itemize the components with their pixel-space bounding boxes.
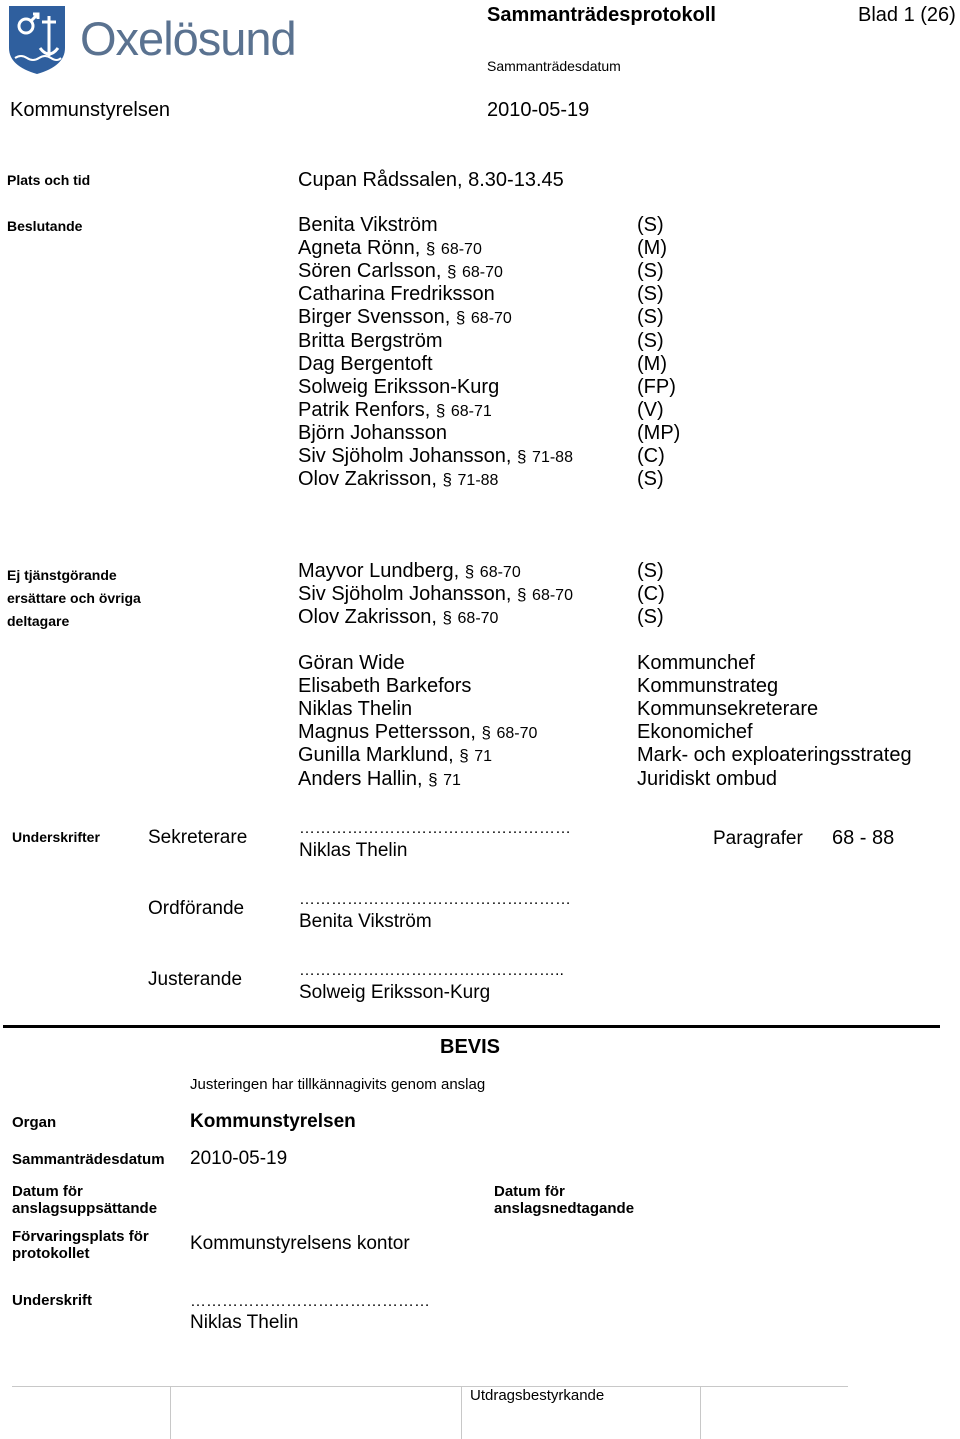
party-affiliation: (S) (637, 606, 664, 629)
signature-line: ……………………………………… (190, 1293, 430, 1310)
footer-label: Utdragsbestyrkande (470, 1387, 605, 1404)
person-name (298, 583, 573, 607)
signatory-role: Ordförande (148, 898, 245, 919)
party-affiliation: (M) (637, 352, 667, 375)
signature-name: Niklas Thelin (190, 1312, 299, 1333)
storage-label-line: Förvaringsplats för (12, 1228, 149, 1245)
person-name-text: Catharina Fredriksson (298, 283, 495, 306)
committee-name: Kommunstyrelsen (10, 99, 171, 121)
party-affiliation: (S) (637, 306, 664, 329)
paragraph-sign: § (442, 608, 452, 628)
signatory-name: Benita Vikström (299, 911, 432, 932)
organ-label: Organ (12, 1114, 57, 1131)
party-affiliation: (M) (637, 237, 667, 260)
person-name (298, 214, 438, 237)
person-name-text: Gunilla Marklund, (298, 744, 454, 767)
place-time-label: Plats och tid (7, 172, 91, 188)
paragraph-range: 68-70 (532, 587, 573, 605)
logo-wordmark: Oxelösund (80, 12, 296, 65)
party-affiliation: (C) (637, 583, 665, 606)
signature-dotted-line: …………………………………………… (299, 820, 571, 837)
paragraph-range: 68-70 (457, 610, 499, 628)
removal-date-label-line: anslagsnedtagande (494, 1200, 635, 1217)
paragraph-range: 68-71 (450, 402, 492, 420)
others-label-line: Ej tjänstgörande (7, 567, 117, 583)
party-affiliation: (S) (637, 260, 664, 283)
person-name (298, 306, 512, 330)
paragraph-range: 68-70 (440, 241, 482, 259)
person-name (298, 283, 495, 306)
party-affiliation: (S) (637, 468, 664, 491)
person-name (298, 468, 498, 492)
others-label-line: deltagare (7, 613, 70, 629)
person-name-text: Göran Wide (298, 652, 405, 674)
bevis-date-label: Sammanträdesdatum (12, 1151, 165, 1168)
person-role: Ekonomichef (637, 721, 753, 744)
person-name (298, 237, 482, 261)
person-name (298, 768, 461, 792)
paragraph-range: 68-70 (470, 310, 512, 328)
person-name-text: Agneta Rönn, (298, 237, 421, 260)
person-name (298, 560, 521, 584)
posting-date-label-line: Datum för (12, 1183, 83, 1200)
signature-dotted-line: …………………………………………… (299, 891, 571, 908)
person-role: Juridiskt ombud (637, 767, 778, 790)
person-name-text: Siv Sjöholm Johansson, (298, 583, 512, 606)
signature-dotted-line: ………………………………………….. (299, 962, 564, 979)
posting-date-label (12, 1183, 157, 1217)
bevis-subtitle: Justeringen har tillkännagivits genom anslag (190, 1076, 486, 1093)
person-role: Kommunchef (637, 652, 755, 674)
decision-makers-label: Beslutande (7, 218, 83, 234)
person-name-text: Benita Vikström (298, 214, 438, 236)
paragraph-sign: § (435, 400, 446, 420)
person-name-text: Elisabeth Barkefors (298, 675, 472, 698)
removal-date-label (494, 1183, 634, 1217)
paragraphs-value: 68 - 88 (832, 827, 895, 849)
person-name (298, 606, 498, 630)
person-name-text: Anders Hallin, (298, 767, 423, 790)
paragraph-range: 71-88 (532, 449, 573, 466)
paragraph-sign: § (459, 746, 469, 766)
person-name (298, 698, 412, 721)
person-name-text: Patrik Renfors, (298, 398, 431, 421)
party-affiliation: (C) (637, 445, 665, 467)
paragraph-sign: § (446, 262, 457, 282)
bevis-title: BEVIS (440, 1036, 501, 1058)
person-name (298, 721, 537, 745)
person-name-text: Solweig Eriksson-Kurg (298, 375, 500, 398)
paragraph-sign: § (455, 308, 466, 328)
person-name-text: Björn Johansson (298, 421, 447, 444)
person-name (298, 445, 573, 469)
paragraph-sign: § (464, 562, 475, 581)
paragraph-sign: § (425, 239, 436, 259)
others-label (7, 564, 141, 633)
date-caption: Sammanträdesdatum (487, 58, 621, 74)
paragraph-range: 68-70 (462, 264, 503, 282)
party-affiliation: (V) (637, 398, 664, 421)
person-name (298, 744, 492, 768)
person-name (298, 422, 447, 445)
person-name-text: Britta Bergström (298, 329, 443, 352)
storage-label (12, 1228, 149, 1262)
coat-of-arms-icon (7, 4, 67, 76)
paragraphs-label: Paragrafer (713, 828, 803, 849)
paragraph-sign: § (517, 585, 527, 605)
party-affiliation: (S) (637, 214, 664, 236)
person-name-text: Siv Sjöholm Johansson, (298, 445, 512, 467)
person-name-text: Birger Svensson, (298, 306, 451, 329)
person-role: Kommunstrateg (637, 675, 779, 698)
signature-label: Underskrift (12, 1292, 93, 1309)
place-time-value: Cupan Rådssalen, 8.30-13.45 (298, 169, 564, 191)
meeting-date: 2010-05-19 (487, 99, 590, 121)
paragraph-sign: § (428, 769, 438, 789)
footer-cell-divider (461, 1387, 462, 1439)
posting-date-label-line: anslagsuppsättande (12, 1200, 158, 1217)
person-role: Kommunsekreterare (637, 698, 819, 721)
document-title: Sammanträdesprotokoll (487, 4, 716, 26)
paragraph-sign: § (481, 723, 491, 743)
person-name-text: Mayvor Lundberg, (298, 560, 460, 582)
person-name-text: Sören Carlsson, (298, 260, 442, 283)
paragraph-range: 71-88 (457, 472, 499, 490)
party-affiliation: (S) (637, 283, 664, 306)
signatory-name: Solweig Eriksson-Kurg (299, 982, 491, 1003)
paragraph-range: 68-70 (496, 725, 538, 743)
person-name (298, 330, 442, 353)
signatory-role: Sekreterare (148, 827, 248, 848)
paragraph-range: 71 (443, 771, 461, 789)
person-name-text: Magnus Pettersson, (298, 721, 476, 744)
person-name (298, 399, 492, 423)
person-name (298, 353, 433, 376)
organ-value: Kommunstyrelsen (190, 1111, 356, 1132)
paragraph-range: 71 (474, 748, 493, 766)
person-name (298, 376, 499, 399)
bevis-date-value: 2010-05-19 (190, 1148, 288, 1169)
paragraph-sign: § (517, 447, 527, 466)
storage-label-line: protokollet (12, 1245, 90, 1262)
footer-cell-divider (700, 1387, 701, 1439)
person-name-text: Niklas Thelin (298, 698, 413, 721)
paragraph-sign: § (442, 470, 452, 490)
person-name-text: Olov Zakrisson, (298, 468, 437, 491)
signatures-label: Underskrifter (12, 829, 100, 845)
person-role: Mark- och exploateringsstrateg (637, 744, 912, 767)
footer-rule (12, 1386, 848, 1387)
party-affiliation: (MP) (637, 421, 681, 444)
signatory-role: Justerande (148, 969, 243, 990)
party-affiliation: (S) (637, 329, 664, 352)
section-divider (3, 1025, 940, 1028)
person-name (298, 260, 503, 284)
removal-date-label-line: Datum för (494, 1183, 565, 1200)
others-label-line: ersättare och övriga (7, 590, 141, 606)
storage-value: Kommunstyrelsens kontor (190, 1233, 410, 1254)
party-affiliation: (S) (637, 560, 664, 582)
person-name (298, 675, 471, 698)
page-label: Blad 1 (26) (858, 4, 956, 26)
signatory-name: Niklas Thelin (299, 840, 408, 861)
person-name-text: Olov Zakrisson, (298, 606, 437, 629)
person-name-text: Dag Bergentoft (298, 352, 433, 375)
party-affiliation: (FP) (637, 375, 676, 398)
person-name (298, 652, 405, 675)
footer-cell-divider (170, 1387, 171, 1439)
paragraph-range: 68-70 (479, 564, 521, 581)
